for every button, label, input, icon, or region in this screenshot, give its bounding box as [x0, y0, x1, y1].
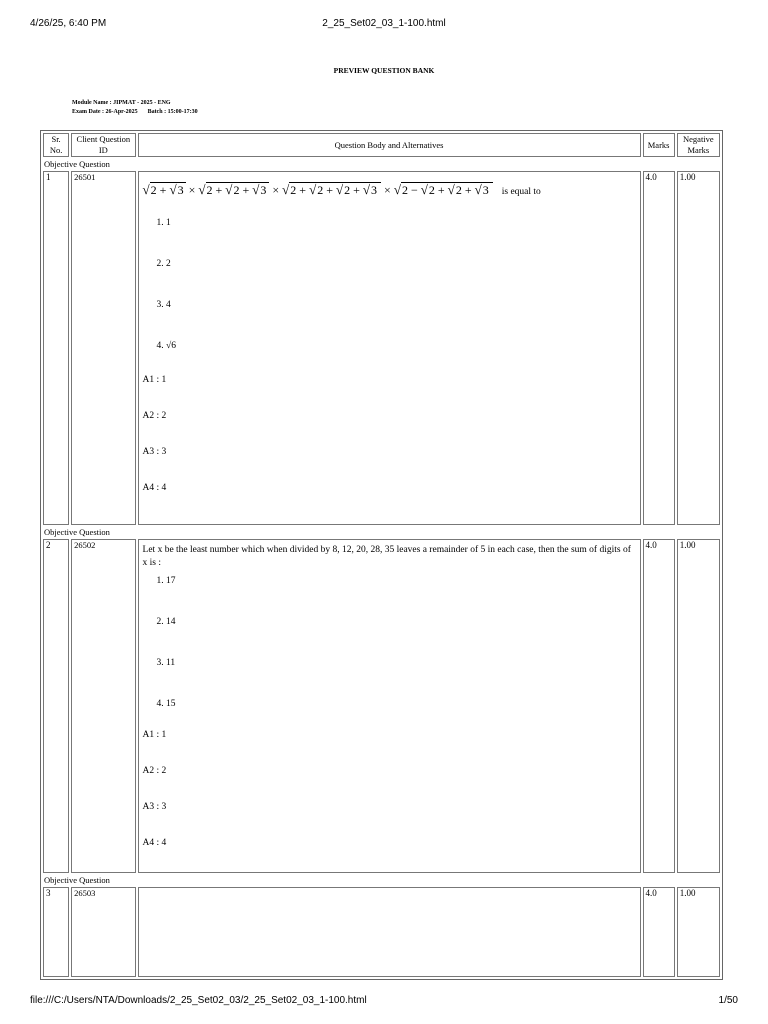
option-2: 2. 14: [156, 617, 176, 627]
alternative-4: A4 : 4: [142, 483, 167, 493]
section-row: [43, 875, 720, 885]
option-4: 4. 15: [156, 699, 176, 709]
client-question-id: 26503: [71, 887, 135, 977]
question-row: [43, 887, 720, 977]
section-row: [43, 527, 720, 537]
exam-date: Exam Date : 26-Apr-2025: [72, 109, 138, 115]
question-stem: Let x be the least number which when divided by 8, 12, 20, 28, 35 leaves a remainder of 5 in each case, then the sum of digits of x is :: [142, 545, 631, 568]
sr-no: 1: [43, 171, 69, 525]
print-filename: 2_25_Set02_03_1-100.html: [322, 18, 446, 29]
sr-no: 2: [43, 539, 69, 873]
alternative-2: A2 : 2: [142, 411, 167, 421]
alternative-4: A4 : 4: [142, 838, 167, 848]
question-row: [43, 539, 720, 873]
option-1: 1. 1: [156, 218, 171, 228]
question-table: [40, 130, 723, 980]
client-question-id: 26502: [71, 539, 135, 873]
question-body: [138, 171, 641, 525]
question-body: [138, 539, 641, 873]
option-1: 1. 17: [156, 576, 176, 586]
negative-marks: 1.00: [677, 171, 720, 525]
table-header-row: [43, 133, 720, 157]
alternative-3: A3 : 3: [142, 802, 167, 812]
header-question-body: Question Body and Alternatives: [138, 133, 641, 157]
header-client-id: Client Question ID: [71, 133, 135, 157]
header-sr-no: Sr. No.: [43, 133, 69, 157]
section-label: Objective Question: [44, 875, 110, 885]
marks: 4.0: [643, 171, 675, 525]
batch-time: Batch : 15:00-17:30: [147, 109, 198, 115]
option-2: 2. 2: [156, 259, 171, 269]
alternative-1: A1 : 1: [142, 730, 167, 740]
marks: 4.0: [643, 887, 675, 977]
header-negative-marks: Negative Marks: [677, 133, 720, 157]
option-3: 3. 4: [156, 300, 171, 310]
exam-info: [72, 109, 198, 115]
sr-no: 3: [43, 887, 69, 977]
module-name: Module Name : JIPMAT - 2025 - ENG: [72, 100, 171, 106]
question-body: [138, 887, 641, 977]
option-4: 4. √6: [156, 341, 176, 351]
section-row: [43, 159, 720, 169]
page-title: PREVIEW QUESTION BANK: [333, 66, 435, 75]
question-stem-suffix: is equal to: [501, 187, 541, 197]
option-3: 3. 11: [156, 658, 176, 668]
print-file-path: file:///C:/Users/NTA/Downloads/2_25_Set02_03/2_25_Set02_03_1-100.html: [30, 995, 367, 1006]
math-expression: √2 + √3 × √2 + √2 + √3 × √2 + √2 + √2 + √3 × √2 − √2 + √2 + √3 is equal to: [142, 182, 541, 197]
alternative-2: A2 : 2: [142, 766, 167, 776]
negative-marks: 1.00: [677, 887, 720, 977]
header-marks: Marks: [643, 133, 675, 157]
section-label: Objective Question: [44, 527, 110, 537]
alternative-3: A3 : 3: [142, 447, 167, 457]
page-number: 1/50: [718, 995, 738, 1006]
alternative-1: A1 : 1: [142, 375, 167, 385]
negative-marks: 1.00: [677, 539, 720, 873]
client-question-id: 26501: [71, 171, 135, 525]
section-label: Objective Question: [44, 159, 110, 169]
print-datetime: 4/26/25, 6:40 PM: [30, 18, 107, 29]
marks: 4.0: [643, 539, 675, 873]
question-row: [43, 171, 720, 525]
